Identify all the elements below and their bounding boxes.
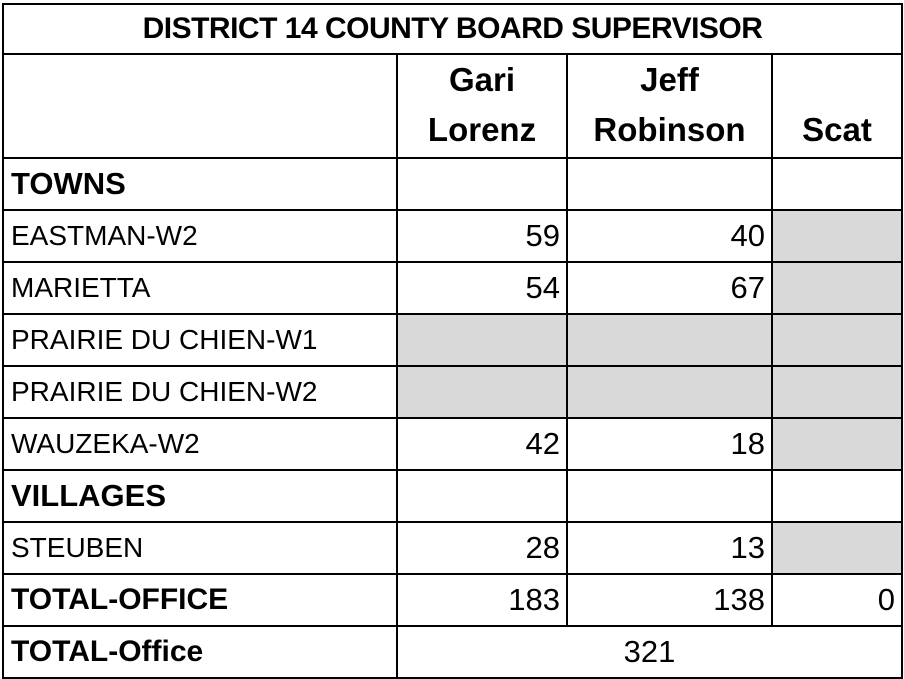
gari-total: 183 bbox=[397, 574, 567, 626]
jeff-votes: 13 bbox=[567, 522, 772, 574]
empty-cell bbox=[397, 470, 567, 522]
row-name: PRAIRIE DU CHIEN-W2 bbox=[3, 366, 397, 418]
row-name: WAUZEKA-W2 bbox=[3, 418, 397, 470]
scat-votes bbox=[772, 366, 902, 418]
candidate-header-gari bbox=[397, 54, 567, 158]
total-office-sum-value: 321 bbox=[397, 626, 902, 678]
jeff-votes bbox=[567, 314, 772, 366]
candidate-last-name: Lorenz bbox=[427, 111, 537, 148]
scat-votes bbox=[772, 418, 902, 470]
total-office-label: TOTAL-OFFICE bbox=[3, 574, 397, 626]
jeff-votes: 67 bbox=[567, 262, 772, 314]
section-label-towns: TOWNS bbox=[3, 158, 397, 210]
empty-cell bbox=[567, 158, 772, 210]
row-name: STEUBEN bbox=[3, 522, 397, 574]
section-label-villages: VILLAGES bbox=[3, 470, 397, 522]
scat-votes bbox=[772, 522, 902, 574]
header-blank-cell bbox=[3, 54, 397, 158]
total-office-sum-label: TOTAL-Office bbox=[3, 626, 397, 678]
empty-cell bbox=[397, 158, 567, 210]
table-row bbox=[3, 314, 902, 366]
scat-votes bbox=[772, 262, 902, 314]
scat-votes bbox=[772, 314, 902, 366]
gari-votes: 42 bbox=[397, 418, 567, 470]
candidate-header-scat bbox=[772, 54, 902, 158]
candidate-last-name: Robinson bbox=[593, 111, 746, 148]
gari-votes: 28 bbox=[397, 522, 567, 574]
table-row bbox=[3, 522, 902, 574]
gari-votes bbox=[397, 314, 567, 366]
table-row bbox=[3, 262, 902, 314]
table-title: DISTRICT 14 COUNTY BOARD SUPERVISOR bbox=[3, 4, 902, 54]
section-row-villages bbox=[3, 470, 902, 522]
scat-total: 0 bbox=[772, 574, 902, 626]
candidate-last-name: Scat bbox=[802, 111, 872, 148]
candidate-header-jeff bbox=[567, 54, 772, 158]
gari-votes: 54 bbox=[397, 262, 567, 314]
jeff-total: 138 bbox=[567, 574, 772, 626]
row-name: MARIETTA bbox=[3, 262, 397, 314]
row-name: PRAIRIE DU CHIEN-W1 bbox=[3, 314, 397, 366]
empty-cell bbox=[772, 470, 902, 522]
jeff-votes: 18 bbox=[567, 418, 772, 470]
candidate-first-name: Gari bbox=[448, 61, 516, 98]
gari-votes bbox=[397, 366, 567, 418]
total-office-sum-row bbox=[3, 626, 902, 678]
candidate-first-name: Jeff bbox=[640, 61, 699, 98]
table-row bbox=[3, 366, 902, 418]
empty-cell bbox=[567, 470, 772, 522]
scat-votes bbox=[772, 210, 902, 262]
results-table bbox=[2, 3, 903, 679]
section-row-towns bbox=[3, 158, 902, 210]
table-row bbox=[3, 418, 902, 470]
jeff-votes bbox=[567, 366, 772, 418]
row-name: EASTMAN-W2 bbox=[3, 210, 397, 262]
gari-votes: 59 bbox=[397, 210, 567, 262]
total-office-row bbox=[3, 574, 902, 626]
table-row bbox=[3, 210, 902, 262]
empty-cell bbox=[772, 158, 902, 210]
jeff-votes: 40 bbox=[567, 210, 772, 262]
